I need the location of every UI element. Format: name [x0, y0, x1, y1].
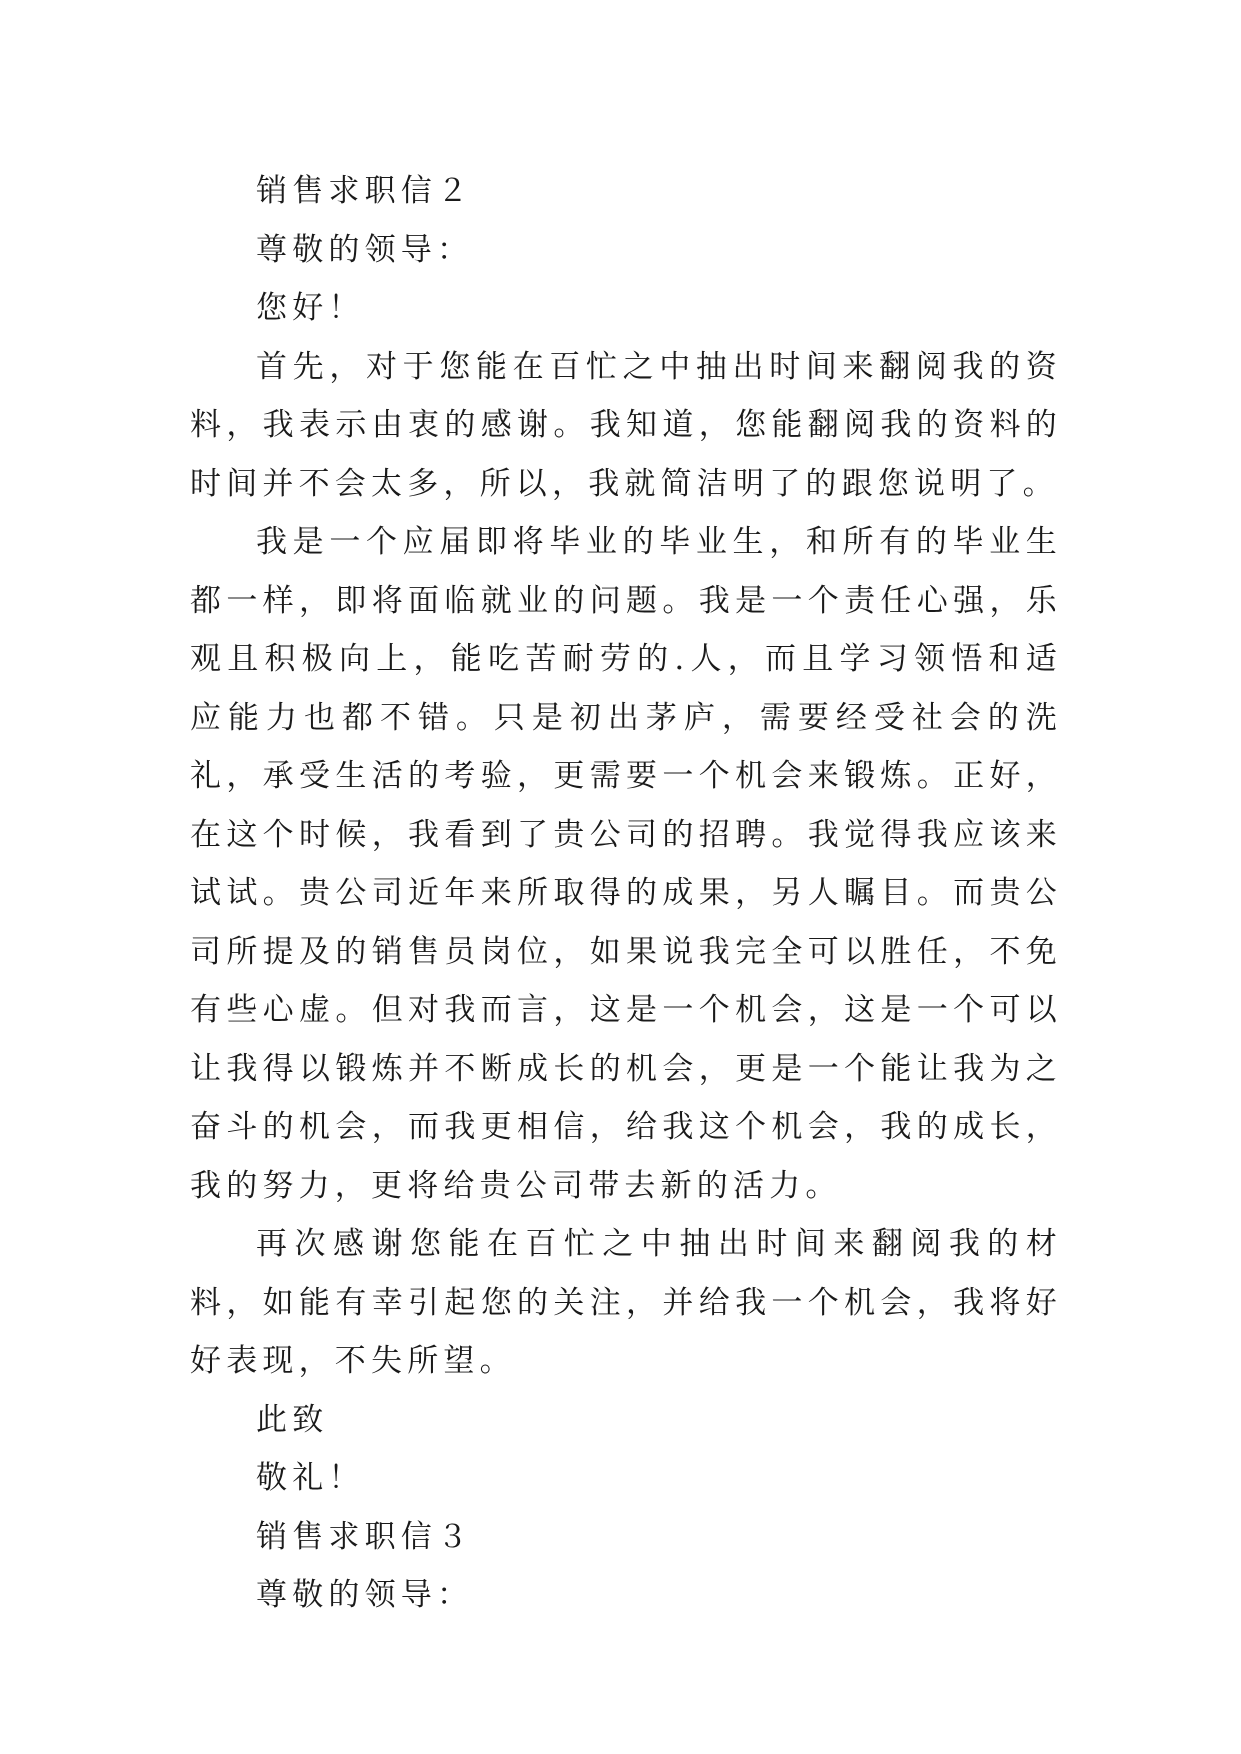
closing-regards: 敬礼！ — [256, 1460, 365, 1496]
salutation: 尊敬的领导： — [256, 1577, 474, 1613]
closing-line: 此致 — [256, 1401, 329, 1438]
body-paragraph: 首先，对于您能在百忙之中抽出时间来翻阅我的资料，我表示由衷的感谢。我知道，您能翻阅我的资料的时间并不会太多，所以，我就简洁明了的跟您说明了。 — [190, 348, 1062, 502]
salutation: 尊敬的领导： — [256, 231, 474, 268]
document-body — [190, 162, 1062, 1625]
body-paragraph: 再次感谢您能在百忙之中抽出时间来翻阅我的材料，如能有幸引起您的关注，并给我一个机会，我将好好表现，不失所望。 — [190, 1226, 1062, 1379]
body-paragraph: 我是一个应届即将毕业的毕业生，和所有的毕业生都一样，即将面临就业的问题。我是一个责任心强，乐观且积极向上，能吃苦耐劳的.人，而且学习领悟和适应能力也都不错。只是初出茅庐，需要经受社会的洗礼，承受生活的考验，更需要一个机会来锻炼。正好，在这个时候，我看到了贵公司的招聘。我觉得我应该来试试。贵公司近年来所取得的成果，另人瞩目。而贵公司所提及的销售员岗位，如果说我完全可以胜任，不免有些心虚。但对我而言，这是一个机会，这是一个可以让我得以锻炼并不断成长的机会，更是一个能让我为之奋斗的机会，而我更相信，给我这个机会，我的成长，我的努力，更将给贵公司带去新的活力。 — [190, 524, 1062, 1204]
letter-heading: 销售求职信３ — [256, 1518, 474, 1555]
greeting: 您好！ — [256, 290, 365, 326]
letter-heading: 销售求职信２ — [256, 173, 474, 209]
